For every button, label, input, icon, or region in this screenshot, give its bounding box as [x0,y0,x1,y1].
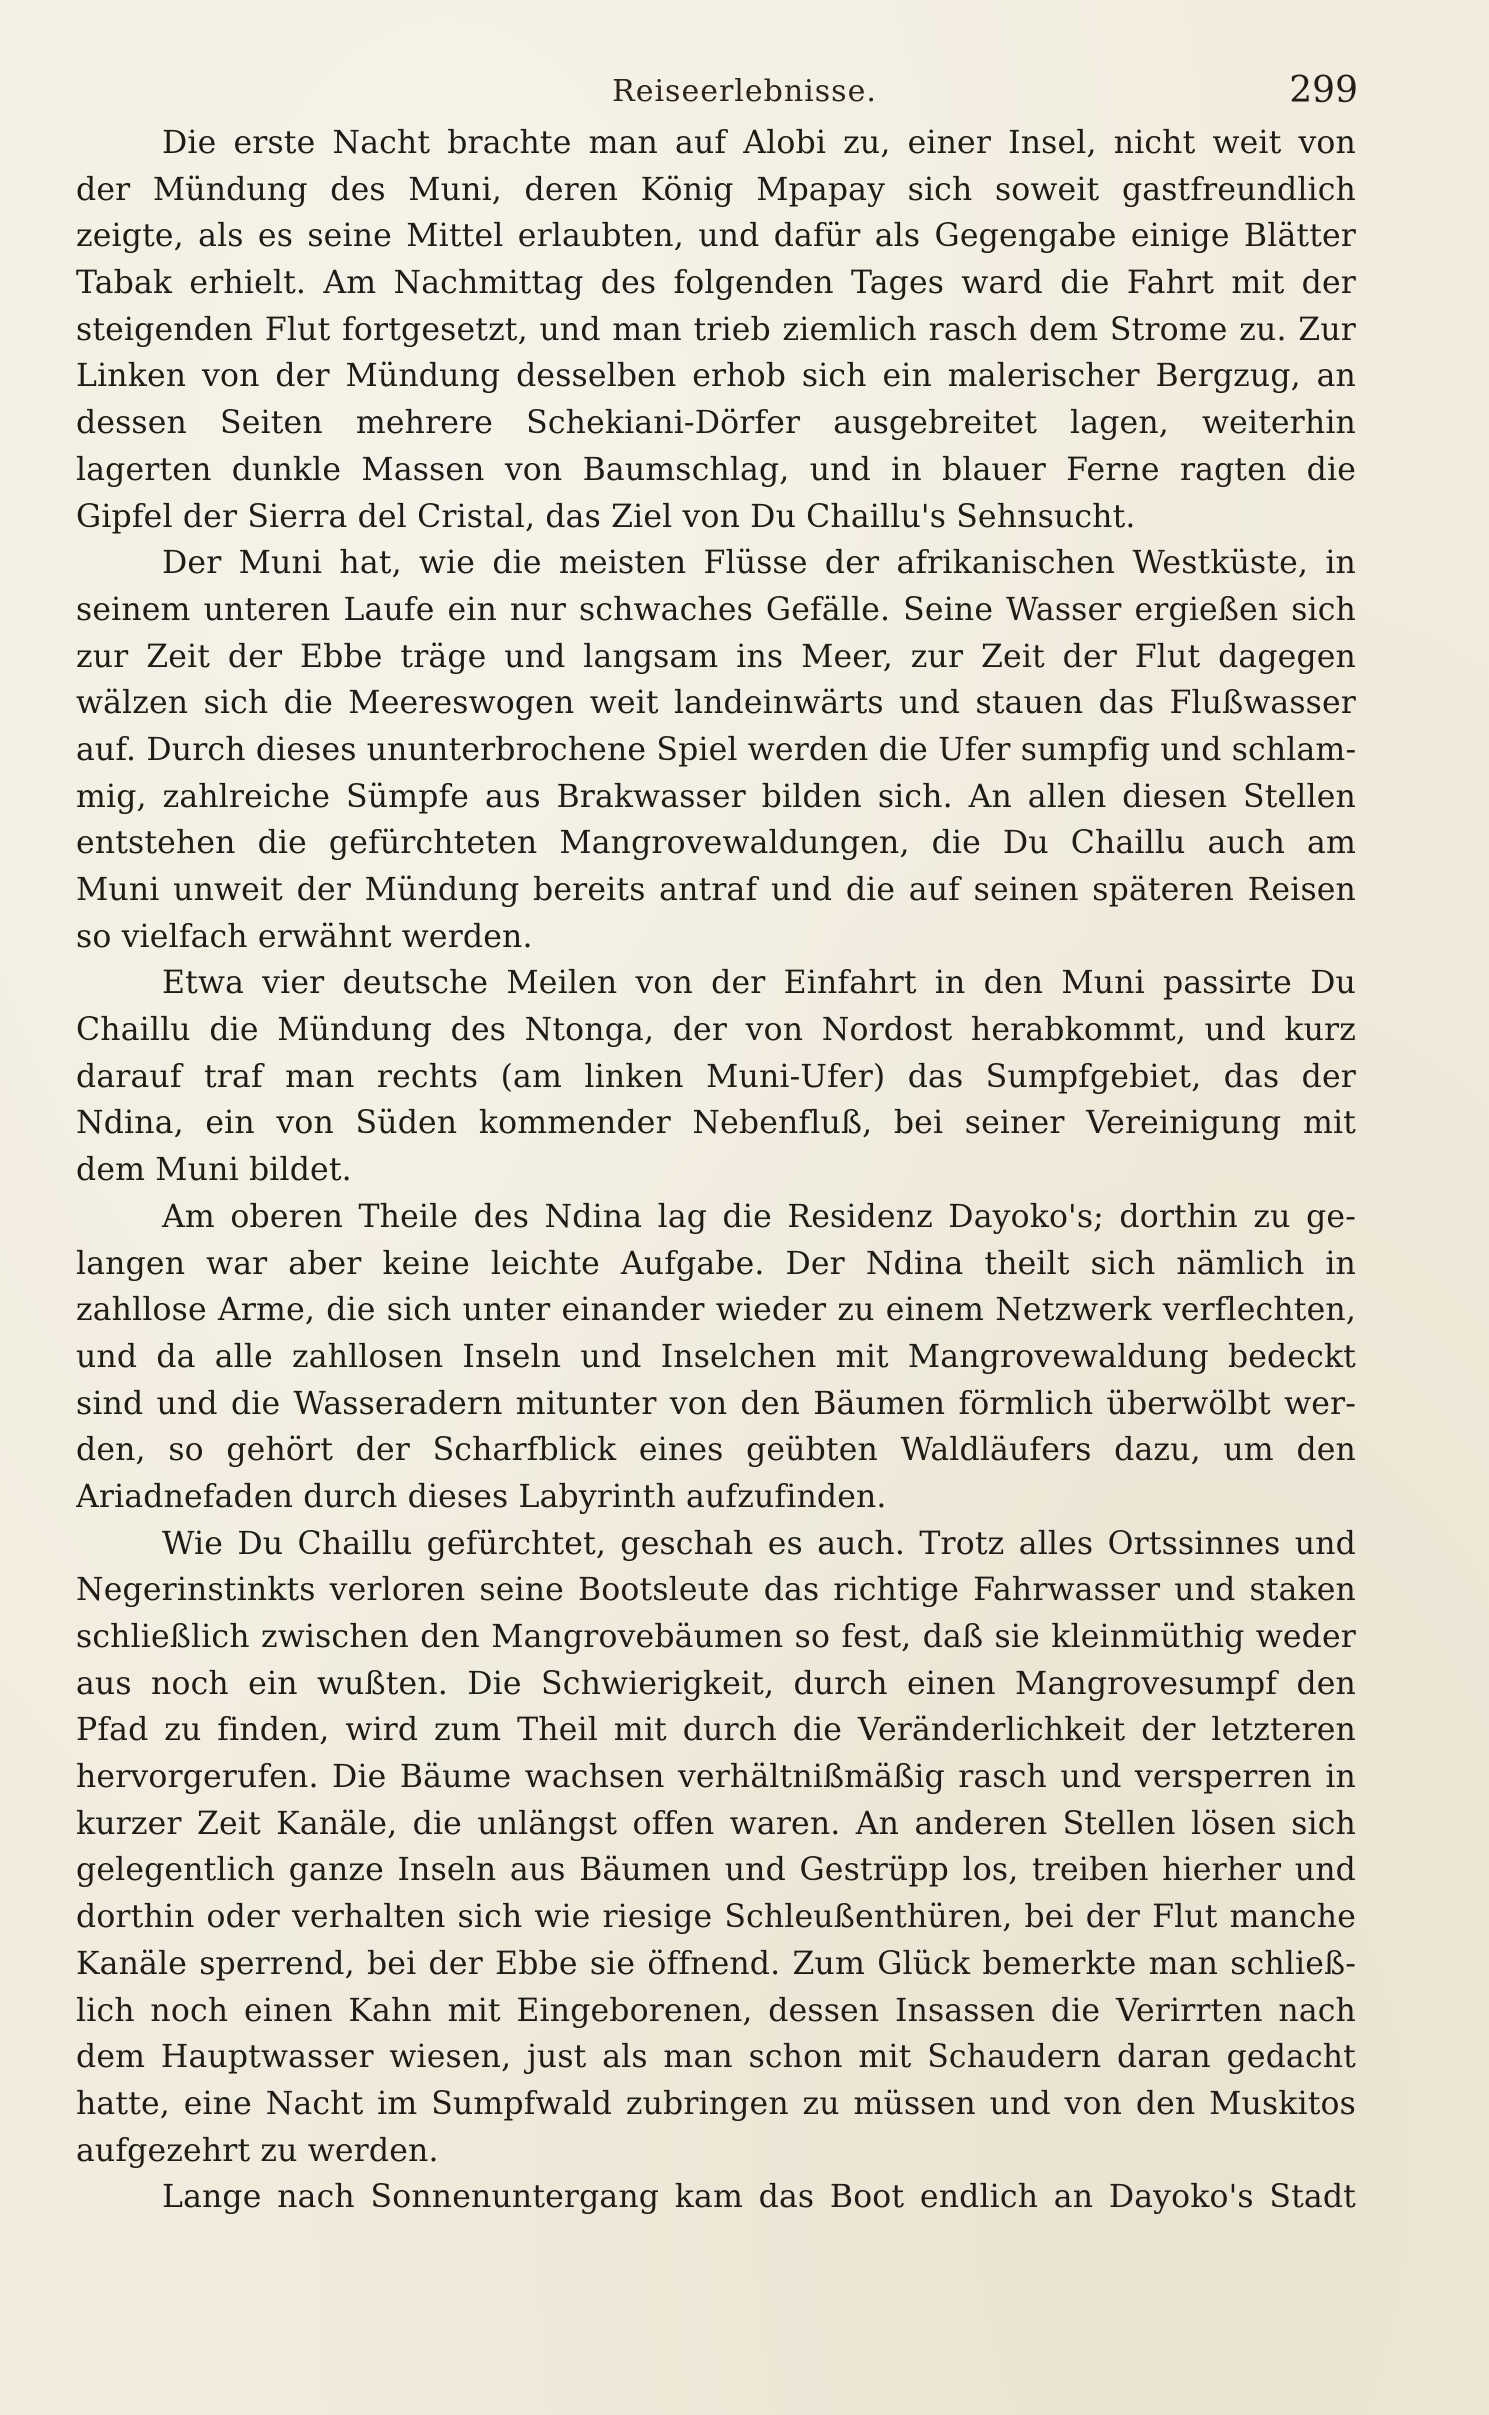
text-line: gelegentlich ganze Inseln aus Bäumen und Gestrüpp los, treiben hierher und [76,1852,1356,1889]
text-line: Pfad zu finden, wird zum Theil mit durch die Veränderlichkeit der letzteren [76,1712,1356,1749]
paragraph [76,960,1356,1193]
text-line: Wie Du Chaillu gefürchtet, geschah es auch. Trotz alles Ortssinnes und [162,1525,1356,1562]
text-line: hatte, eine Nacht im Sumpfwald zubringen zu müssen und von den Muskitos [76,2085,1356,2122]
text-line: zeigte, als es seine Mittel erlaubten, und dafür als Gegengabe einige Blätter [76,218,1356,255]
text-line: Tabak erhielt. Am Nachmittag des folgenden Tages ward die Fahrt mit der [76,265,1356,302]
text-line: der Mündung des Muni, deren König Mpapay sich soweit gastfreundlich [76,171,1356,208]
text-line: sind und die Wasseradern mitunter von den Bäumen förmlich überwölbt wer- [76,1385,1356,1422]
text-line: so vielfach erwähnt werden. [76,918,533,955]
paragraph [76,1521,1356,2175]
page-header [0,70,1489,118]
text-line: schließlich zwischen den Mangrovebäumen so fest, daß sie kleinmüthig weder [76,1619,1356,1655]
text-line: dem Hauptwasser wiesen, just als man schon mit Schaudern daran gedacht [76,2039,1356,2076]
text-line: Muni unweit der Mündung bereits antraf und die auf seinen späteren Reisen [76,872,1356,908]
text-line: aus noch ein wußten. Die Schwierigkeit, durch einen Mangrovesumpf den [76,1665,1356,1702]
paragraph [76,2174,1356,2221]
text-line: Chaillu die Mündung des Ntonga, der von Nordost herabkommt, und kurz [76,1012,1356,1049]
paragraph [76,120,1356,540]
body-text [76,120,1356,2221]
text-line: entstehen die gefürchteten Mangrovewaldungen, die Du Chaillu auch am [76,825,1356,862]
text-line: darauf traf man rechts (am linken Muni-Ufer) das Sumpfgebiet, das der [76,1058,1356,1095]
text-line: Negerinstinkts verloren seine Bootsleute das richtige Fahrwasser und staken [76,1572,1356,1609]
text-line: Der Muni hat, wie die meisten Flüsse der afrikanischen Westküste, in [162,545,1356,582]
text-line: den, so gehört der Scharfblick eines geübten Waldläufers dazu, um den [76,1432,1356,1469]
text-line: dorthin oder verhalten sich wie riesige Schleußenthüren, bei der Flut manche [76,1899,1356,1936]
text-line: hervorgerufen. Die Bäume wachsen verhältnißmäßig rasch und versperren in [76,1759,1356,1796]
text-line: wälzen sich die Meereswogen weit landeinwärts und stauen das Flußwasser [76,685,1356,722]
text-line: dem Muni bildet. [76,1152,352,1189]
text-line: dessen Seiten mehrere Schekiani-Dörfer ausgebreitet lagen, weiterhin [76,405,1356,442]
text-line: auf. Durch dieses ununterbrochene Spiel werden die Ufer sumpfig und schlam- [76,731,1356,768]
text-line: lagerten dunkle Massen von Baumschlag, und in blauer Ferne ragten die [76,451,1356,488]
text-line: und da alle zahllosen Inseln und Inselchen mit Mangrovewaldung bedeckt [76,1338,1356,1375]
paragraph [76,540,1356,960]
text-line: langen war aber keine leichte Aufgabe. Der Ndina theilt sich nämlich in [76,1245,1356,1282]
text-line: kurzer Zeit Kanäle, die unlängst offen waren. An anderen Stellen lösen sich [76,1805,1356,1842]
text-line: Ariadnefaden durch dieses Labyrinth aufzufinden. [76,1478,887,1515]
text-line: Kanäle sperrend, bei der Ebbe sie öffnend. Zum Glück bemerkte man schließ- [76,1945,1356,1982]
text-line: steigenden Flut fortgesetzt, und man trieb ziemlich rasch dem Strome zu. Zur [76,311,1356,348]
text-line: Ndina, ein von Süden kommender Nebenfluß, bei seiner Vereinigung mit [76,1105,1356,1142]
running-head: Reiseerlebnisse. [612,74,877,109]
text-line: lich noch einen Kahn mit Eingeborenen, dessen Insassen die Verirrten nach [76,1992,1356,2029]
text-line: Die erste Nacht brachte man auf Alobi zu, einer Insel, nicht weit von [162,125,1356,161]
text-line: Gipfel der Sierra del Cristal, das Ziel von Du Chaillu's Sehnsucht. [76,498,1136,535]
text-line: Lange nach Sonnenuntergang kam das Boot endlich an Dayoko's Stadt [162,2179,1356,2216]
text-line: Linken von der Mündung desselben erhob sich ein malerischer Bergzug, an [76,358,1356,395]
text-line: zur Zeit der Ebbe träge und langsam ins Meer, zur Zeit der Flut dagegen [76,638,1356,675]
text-line: mig, zahlreiche Sümpfe aus Brakwasser bilden sich. An allen diesen Stellen [76,778,1356,815]
page-number: 299 [1289,70,1358,111]
text-line: Etwa vier deutsche Meilen von der Einfahrt in den Muni passirte Du [162,965,1356,1002]
text-line: seinem unteren Laufe ein nur schwaches Gefälle. Seine Wasser ergießen sich [76,591,1356,628]
text-line: Am oberen Theile des Ndina lag die Residenz Dayoko's; dorthin zu ge- [162,1198,1356,1235]
text-line: zahllose Arme, die sich unter einander wieder zu einem Netzwerk verflechten, [76,1292,1356,1329]
text-line: aufgezehrt zu werden. [76,2132,439,2169]
paragraph [76,1194,1356,1521]
